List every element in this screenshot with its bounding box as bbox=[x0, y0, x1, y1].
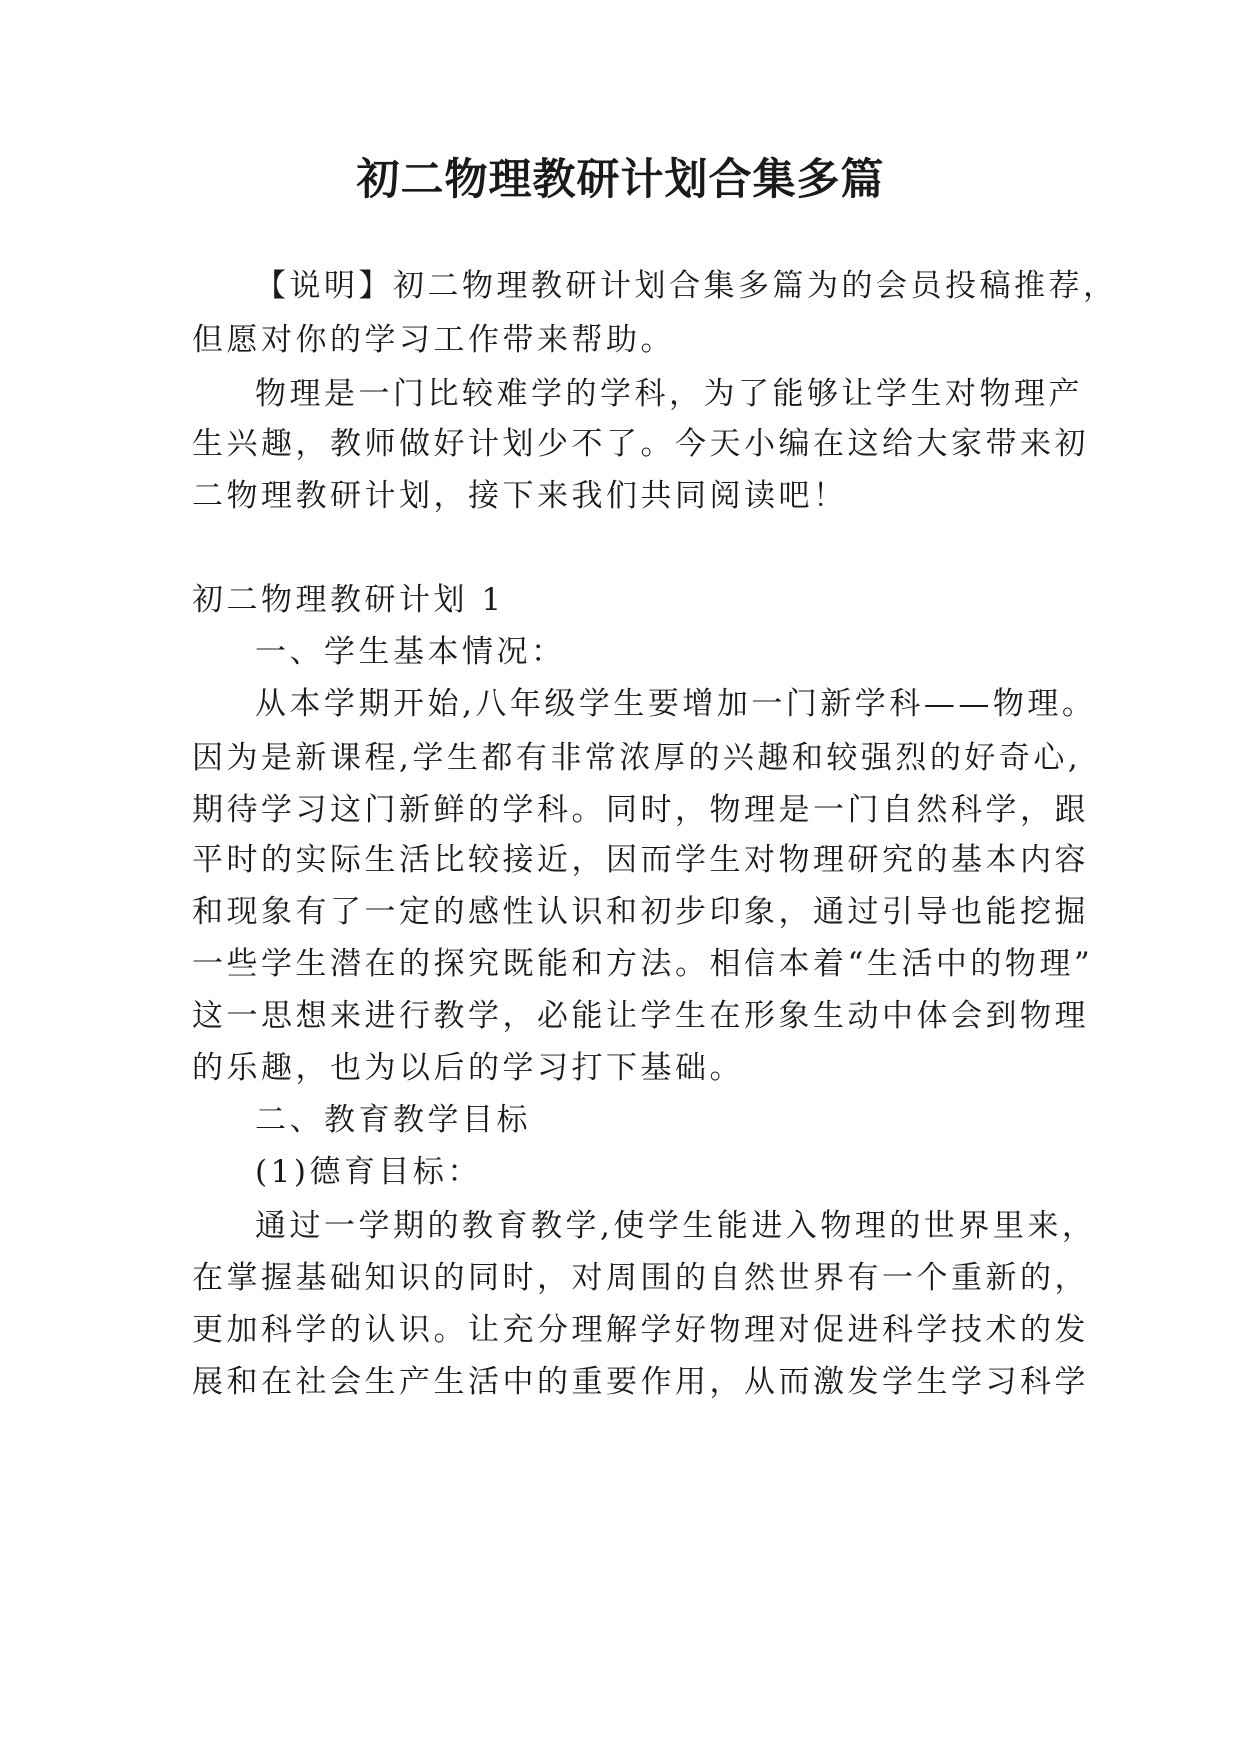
paragraph-line: 通过一学期的教育教学,使学生能进入物理的世界里来， bbox=[255, 1208, 1097, 1244]
paragraph-line: 和现象有了一定的感性认识和初步印象，通过引导也能挖掘 bbox=[192, 894, 1089, 930]
heading-student-situation: 一、学生基本情况： bbox=[255, 634, 566, 670]
paragraph-line: 更加科学的认识。让充分理解学好物理对促进科学技术的发 bbox=[192, 1312, 1089, 1348]
intro-line: 生兴趣，教师做好计划少不了。今天小编在这给大家带来初 bbox=[192, 426, 1089, 462]
paragraph-line: 从本学期开始,八年级学生要增加一门新学科——物理。 bbox=[255, 686, 1097, 722]
intro-line: 物理是一门比较难学的学科，为了能够让学生对物理产 bbox=[255, 376, 1083, 412]
heading-teaching-goals: 二、教育教学目标 bbox=[255, 1102, 531, 1138]
document-title: 初二物理教研计划合集多篇 bbox=[356, 155, 885, 205]
paragraph-line: 在掌握基础知识的同时，对周围的自然世界有一个重新的， bbox=[192, 1260, 1089, 1296]
paragraph-line: 平时的实际生活比较接近，因而学生对物理研究的基本内容 bbox=[192, 842, 1089, 878]
intro-line: 【说明】初二物理教研计划合集多篇为的会员投稿推荐， bbox=[255, 268, 1118, 304]
paragraph-line: 期待学习这门新鲜的学科。同时，物理是一门自然科学，跟 bbox=[192, 792, 1089, 828]
section-title: 初二物理教研计划 1 bbox=[192, 582, 505, 618]
paragraph-line: 因为是新课程,学生都有非常浓厚的兴趣和较强烈的好奇心, bbox=[192, 740, 1082, 776]
paragraph-line: 展和在社会生产生活中的重要作用，从而激发学生学习科学 bbox=[192, 1364, 1089, 1400]
paragraph-line: 一些学生潜在的探究既能和方法。相信本着“生活中的物理” bbox=[192, 946, 1094, 982]
subheading-moral-goals: (1)德育目标： bbox=[255, 1154, 482, 1190]
intro-line: 但愿对你的学习工作带来帮助。 bbox=[192, 322, 675, 358]
paragraph-line: 这一思想来进行教学，必能让学生在形象生动中体会到物理 bbox=[192, 998, 1089, 1034]
paragraph-line: 的乐趣，也为以后的学习打下基础。 bbox=[192, 1050, 744, 1086]
intro-line: 二物理教研计划，接下来我们共同阅读吧！ bbox=[192, 478, 848, 514]
